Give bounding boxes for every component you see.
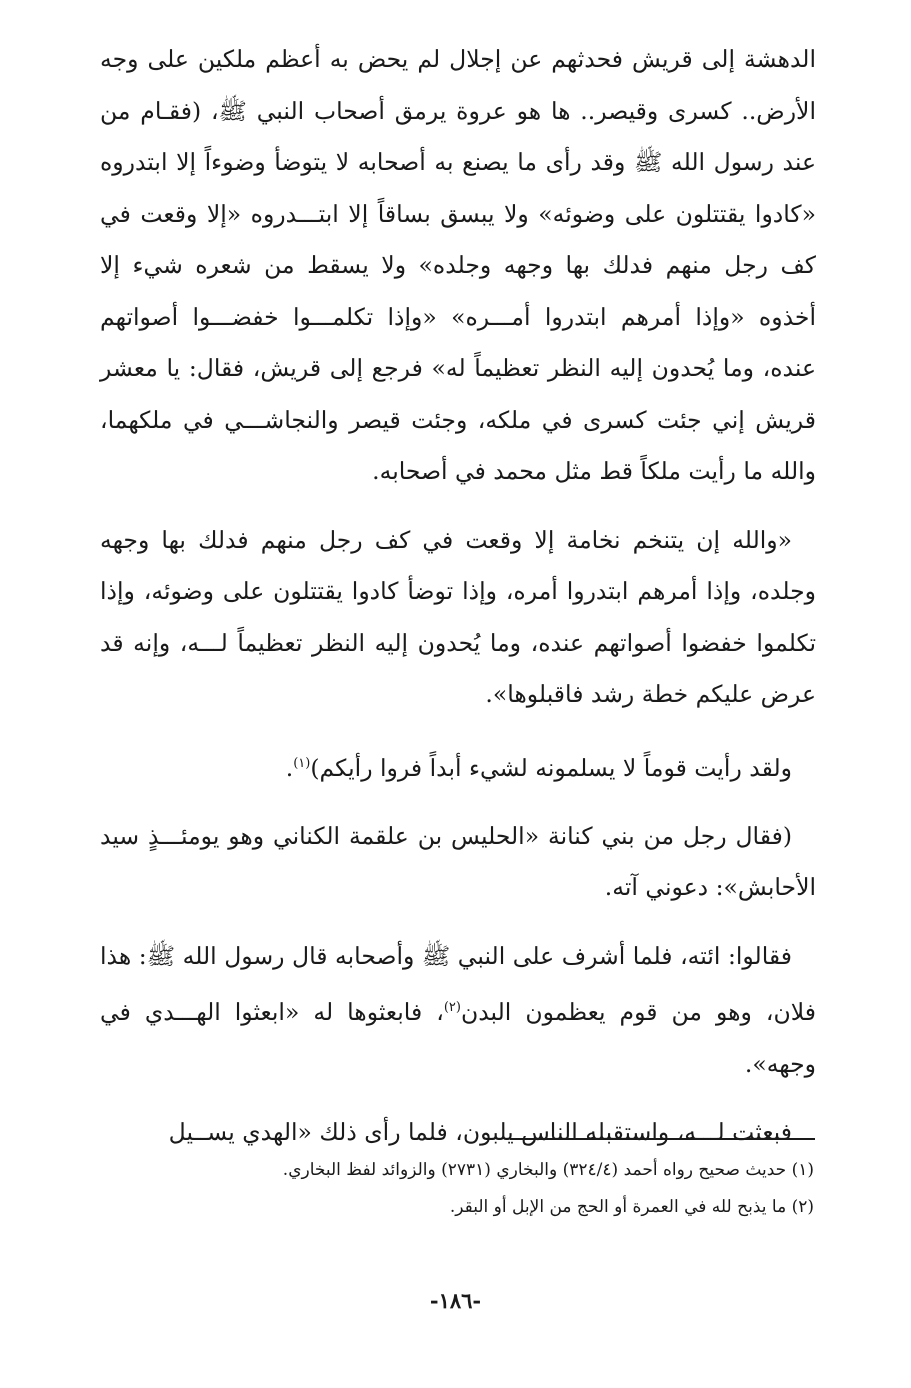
- paragraph-5-text-b: ، فابعثوها له «ابعثوا الهـــدي في وجهه».: [100, 998, 816, 1078]
- paragraph-3-text: ولقد رأيت قوماً لا يسلمونه لشيء أبداً فروا رأيكم): [310, 753, 792, 782]
- footnote-1: (١) حديث صحيح رواه أحمد (٣٢٤/٤) والبخاري (٢٧٣١) والزوائد لفظ البخاري.: [282, 1160, 814, 1180]
- page-body: [100, 34, 816, 1159]
- footnote-divider: [510, 1138, 815, 1140]
- paragraph-6: فبعثت لـــه، واستقبله الناس يلبون، فلما رأى ذلك «الهدي يســيل: [168, 1118, 792, 1147]
- footnote-ref-2[interactable]: (٢): [443, 1000, 461, 1016]
- footnotes: [100, 1152, 814, 1226]
- paragraph-2: «والله إن يتنخم نخامة إلا وقعت في كف رجل منهم فدلك بها وجهه وجلده، وإذا أمرهم ابتدروا أمره، وإذا توضأ كادوا يقتتلون على وضوئه، وإذا تكلموا خفضوا أصواتهم عنده، وما يُحدون إليه النظر تعظيماً لـــه، وإنه قد عرض عليكم خطة رشد فاقبلوها».: [100, 525, 816, 708]
- paragraph-4: (فقال رجل من بني كنانة «الحليس بن علقمة الكناني وهو يومئـــذٍ سيد الأحابش»: دعوني آته.: [100, 821, 816, 902]
- paragraph-3: [100, 738, 816, 794]
- paragraph-3-end: .: [285, 753, 294, 782]
- paragraph-5: [100, 931, 816, 1090]
- footnote-2: (٢) ما يذبح لله في العمرة أو الحج من الإبل أو البقر.: [449, 1197, 814, 1217]
- footnote-ref-1[interactable]: (١): [293, 755, 311, 771]
- page-number: -١٨٦-: [429, 1288, 482, 1313]
- paragraph-1: الدهشة إلى قريش فحدثهم عن إجلال لم يحض به أعظم ملكين على وجه الأرض.. كسرى وقيصر.. ها هو عروة يرمق أصحاب النبي ﷺ، (فقـام من عند رسول الله ﷺ وقد رأى ما يصنع به أصحابه لا يتوضأ وضوءاً إلا ابتدروه «كادوا يقتتلون على وضوئه» ولا يبسق بساقاً إلا ابتـــدروه «إلا وقعت في كف رجل منهم فدلك بها وجهه وجلده» ولا يسقط من شعره شيء إلا أخذوه «وإذا أمرهم ابتدروا أمـــره» «وإذا تكلمـــوا خفضـــوا أصواتهم عنده، وما يُحدون إليه النظر تعظيماً له» فرجع إلى قريش، فقال: يا معشر قريش إني جئت كسرى في ملكه، وجئت قيصر والنجاشـــي في ملكهما، والله ما رأيت ملكاً قط مثل محمد في أصحابه.: [100, 45, 816, 485]
- paragraph-5-text-a: فقالوا: ائته، فلما أشرف على النبي ﷺ وأصحابه قال رسول الله ﷺ: هذا فلان، وهو من قوم يعظمون البدن: [100, 941, 816, 1027]
